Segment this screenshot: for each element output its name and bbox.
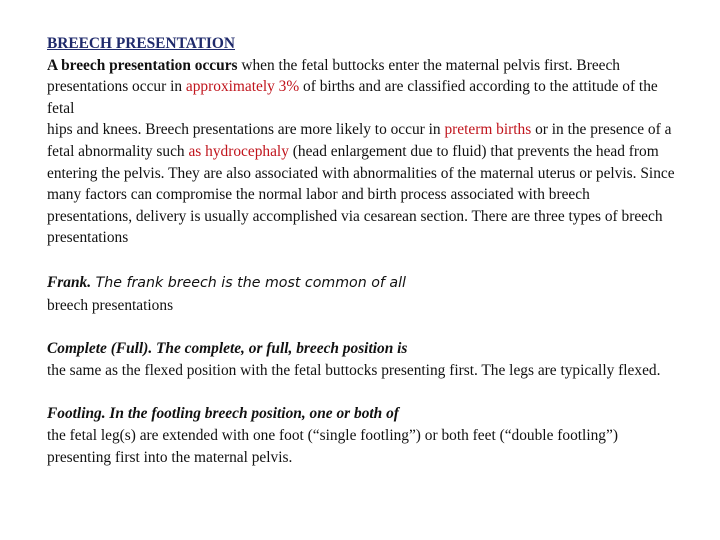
complete-label: Complete (Full). The complete, or full, breech position is — [47, 340, 408, 358]
frank-paragraph — [47, 272, 677, 316]
complete-paragraph — [47, 338, 677, 381]
highlight-preterm: preterm births — [444, 121, 532, 139]
intro-text-2: of births and are classified according to the attitude of the fetal — [47, 78, 658, 117]
page-title: BREECH PRESENTATION — [47, 35, 236, 52]
complete-rest: the same as the flexed position with the fetal buttocks presenting first. The legs are typically flexed. — [47, 361, 661, 379]
frank-rest: breech presentations — [47, 296, 174, 314]
slide-content — [47, 33, 677, 468]
intro-lead: A breech presentation occurs — [47, 56, 238, 74]
highlight-hydrocephaly: as hydrocephaly — [188, 142, 289, 160]
frank-italic-text: The frank breech is the most common of all — [91, 274, 406, 291]
intro-text-1: when the fetal buttocks enter the maternal pelvis first. Breech presentations occur in — [47, 56, 621, 96]
intro-text-5: (head enlargement due to fluid) that prevents the head from entering the pelvis. They are also associated with abnormalities of the maternal uterus or pelvis. Since many factors can compromise the normal labor and birth process associated with breech presentations, delivery is usually accomplished via cesarean section. There are three types of breech presentations — [47, 142, 675, 247]
intro-text-3: hips and knees. Breech presentations are more likely to occur in — [47, 121, 445, 139]
highlight-percentage: approximately 3% — [185, 78, 300, 96]
footling-label: Footling. In the footling breech position, one or both of — [47, 405, 399, 423]
footling-rest: the fetal leg(s) are extended with one foot (“single footling”) or both feet (“double footling”) presenting first into the maternal pelvis. — [47, 426, 618, 466]
frank-label: Frank. — [47, 273, 92, 291]
intro-text-4: or in the presence of a fetal abnormality such — [47, 121, 672, 160]
footling-paragraph — [47, 403, 677, 468]
intro-paragraph — [47, 55, 677, 249]
